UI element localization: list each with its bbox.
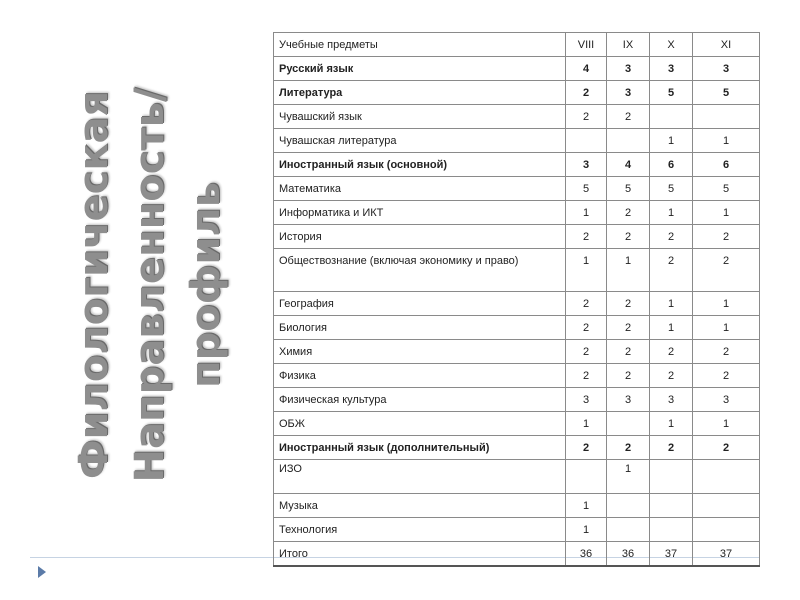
curriculum-table bbox=[273, 32, 760, 567]
hours-cell: 2 bbox=[607, 316, 650, 340]
subject-cell: Музыка bbox=[274, 494, 566, 518]
hours-cell: 3 bbox=[693, 57, 760, 81]
hours-cell: 2 bbox=[693, 436, 760, 460]
table-row bbox=[274, 201, 760, 225]
hours-cell: 2 bbox=[566, 81, 607, 105]
table-row bbox=[274, 292, 760, 316]
slide-title-line-3: профиль bbox=[183, 181, 229, 389]
table-row bbox=[274, 81, 760, 105]
hours-cell: 2 bbox=[693, 225, 760, 249]
hours-cell: 1 bbox=[650, 201, 693, 225]
hours-cell bbox=[566, 129, 607, 153]
hours-cell: 2 bbox=[607, 225, 650, 249]
subject-cell: Обществознание (включая экономику и право) bbox=[274, 249, 566, 292]
table-row bbox=[274, 225, 760, 249]
hours-cell bbox=[650, 494, 693, 518]
hours-cell: 1 bbox=[566, 412, 607, 436]
hours-cell: 5 bbox=[650, 177, 693, 201]
total-cell: 37 bbox=[693, 542, 760, 567]
hours-cell: 2 bbox=[607, 364, 650, 388]
table-row bbox=[274, 177, 760, 201]
total-cell: 37 bbox=[650, 542, 693, 567]
header-grade-11: XI bbox=[693, 33, 760, 57]
table-row bbox=[274, 436, 760, 460]
subject-cell: ОБЖ bbox=[274, 412, 566, 436]
hours-cell: 1 bbox=[693, 412, 760, 436]
table-row bbox=[274, 388, 760, 412]
hours-cell: 2 bbox=[607, 436, 650, 460]
hours-cell: 3 bbox=[607, 57, 650, 81]
header-grade-10: X bbox=[650, 33, 693, 57]
subject-cell: Химия bbox=[274, 340, 566, 364]
table-row bbox=[274, 518, 760, 542]
hours-cell: 3 bbox=[566, 388, 607, 412]
table-row bbox=[274, 316, 760, 340]
hours-cell: 2 bbox=[566, 340, 607, 364]
hours-cell: 3 bbox=[693, 388, 760, 412]
hours-cell: 3 bbox=[566, 153, 607, 177]
subject-cell: География bbox=[274, 292, 566, 316]
hours-cell: 2 bbox=[693, 364, 760, 388]
hours-cell: 5 bbox=[693, 177, 760, 201]
slide-title-line-1: Филологическая bbox=[71, 90, 117, 480]
total-label: Итого bbox=[274, 542, 566, 567]
hours-cell bbox=[693, 460, 760, 494]
hours-cell: 2 bbox=[607, 201, 650, 225]
subject-cell: Литература bbox=[274, 81, 566, 105]
header-grade-8: VIII bbox=[566, 33, 607, 57]
subject-cell: Технология bbox=[274, 518, 566, 542]
hours-cell bbox=[607, 494, 650, 518]
subject-cell: Русский язык bbox=[274, 57, 566, 81]
hours-cell: 1 bbox=[566, 249, 607, 292]
hours-cell: 1 bbox=[650, 292, 693, 316]
hours-cell: 2 bbox=[650, 364, 693, 388]
hours-cell bbox=[693, 518, 760, 542]
table-row bbox=[274, 340, 760, 364]
hours-cell: 2 bbox=[650, 225, 693, 249]
subject-cell: Физическая культура bbox=[274, 388, 566, 412]
hours-cell bbox=[607, 412, 650, 436]
table-row bbox=[274, 249, 760, 292]
slide-title-line-2: Направленность/ bbox=[127, 87, 173, 483]
hours-cell: 2 bbox=[607, 340, 650, 364]
hours-cell: 2 bbox=[607, 105, 650, 129]
hours-cell: 2 bbox=[566, 292, 607, 316]
hours-cell: 1 bbox=[566, 494, 607, 518]
hours-cell: 3 bbox=[607, 81, 650, 105]
hours-cell: 2 bbox=[693, 340, 760, 364]
subject-cell: ИЗО bbox=[274, 460, 566, 494]
total-cell: 36 bbox=[607, 542, 650, 567]
hours-cell bbox=[693, 494, 760, 518]
hours-cell: 3 bbox=[650, 388, 693, 412]
subject-cell: Чувашская литература bbox=[274, 129, 566, 153]
hours-cell: 3 bbox=[607, 388, 650, 412]
hours-cell: 1 bbox=[566, 201, 607, 225]
table-row bbox=[274, 57, 760, 81]
subject-cell: Биология bbox=[274, 316, 566, 340]
subject-cell: Математика bbox=[274, 177, 566, 201]
hours-cell: 2 bbox=[650, 436, 693, 460]
hours-cell: 1 bbox=[693, 201, 760, 225]
subject-cell: Физика bbox=[274, 364, 566, 388]
hours-cell: 5 bbox=[607, 177, 650, 201]
hours-cell: 5 bbox=[566, 177, 607, 201]
triangle-bullet-icon bbox=[38, 566, 46, 578]
subject-cell: Иностранный язык (дополнительный) bbox=[274, 436, 566, 460]
hours-cell: 6 bbox=[650, 153, 693, 177]
hours-cell: 5 bbox=[693, 81, 760, 105]
hours-cell bbox=[650, 105, 693, 129]
table-header-row bbox=[274, 33, 760, 57]
hours-cell: 2 bbox=[650, 340, 693, 364]
hours-cell bbox=[607, 518, 650, 542]
hours-cell: 1 bbox=[693, 129, 760, 153]
table-row bbox=[274, 494, 760, 518]
hours-cell: 1 bbox=[650, 316, 693, 340]
hours-cell: 3 bbox=[650, 57, 693, 81]
header-grade-9: IX bbox=[607, 33, 650, 57]
hours-cell: 6 bbox=[693, 153, 760, 177]
hours-cell: 1 bbox=[607, 249, 650, 292]
table-row bbox=[274, 364, 760, 388]
hours-cell bbox=[693, 105, 760, 129]
hours-cell: 2 bbox=[607, 292, 650, 316]
hours-cell: 1 bbox=[650, 129, 693, 153]
hours-cell: 1 bbox=[693, 316, 760, 340]
hours-cell: 4 bbox=[607, 153, 650, 177]
hours-cell: 2 bbox=[566, 364, 607, 388]
hours-cell: 1 bbox=[566, 518, 607, 542]
hours-cell: 5 bbox=[650, 81, 693, 105]
hours-cell: 2 bbox=[566, 105, 607, 129]
hours-cell: 2 bbox=[566, 316, 607, 340]
hours-cell: 1 bbox=[650, 412, 693, 436]
hours-cell bbox=[650, 518, 693, 542]
table-row bbox=[274, 460, 760, 494]
header-subjects: Учебные предметы bbox=[274, 33, 566, 57]
table-row bbox=[274, 412, 760, 436]
hours-cell: 2 bbox=[566, 225, 607, 249]
table-row bbox=[274, 129, 760, 153]
hours-cell: 2 bbox=[566, 436, 607, 460]
hours-cell bbox=[566, 460, 607, 494]
hours-cell: 2 bbox=[693, 249, 760, 292]
total-cell: 36 bbox=[566, 542, 607, 567]
hours-cell bbox=[607, 129, 650, 153]
subject-cell: Информатика и ИКТ bbox=[274, 201, 566, 225]
subject-cell: Иностранный язык (основной) bbox=[274, 153, 566, 177]
hours-cell: 4 bbox=[566, 57, 607, 81]
subject-cell: История bbox=[274, 225, 566, 249]
table-total-row bbox=[274, 542, 760, 567]
hours-cell: 1 bbox=[693, 292, 760, 316]
table-row bbox=[274, 105, 760, 129]
slide-title bbox=[66, 87, 234, 482]
hours-cell: 1 bbox=[607, 460, 650, 494]
table-row bbox=[274, 153, 760, 177]
subject-cell: Чувашский язык bbox=[274, 105, 566, 129]
hours-cell: 2 bbox=[650, 249, 693, 292]
hours-cell bbox=[650, 460, 693, 494]
